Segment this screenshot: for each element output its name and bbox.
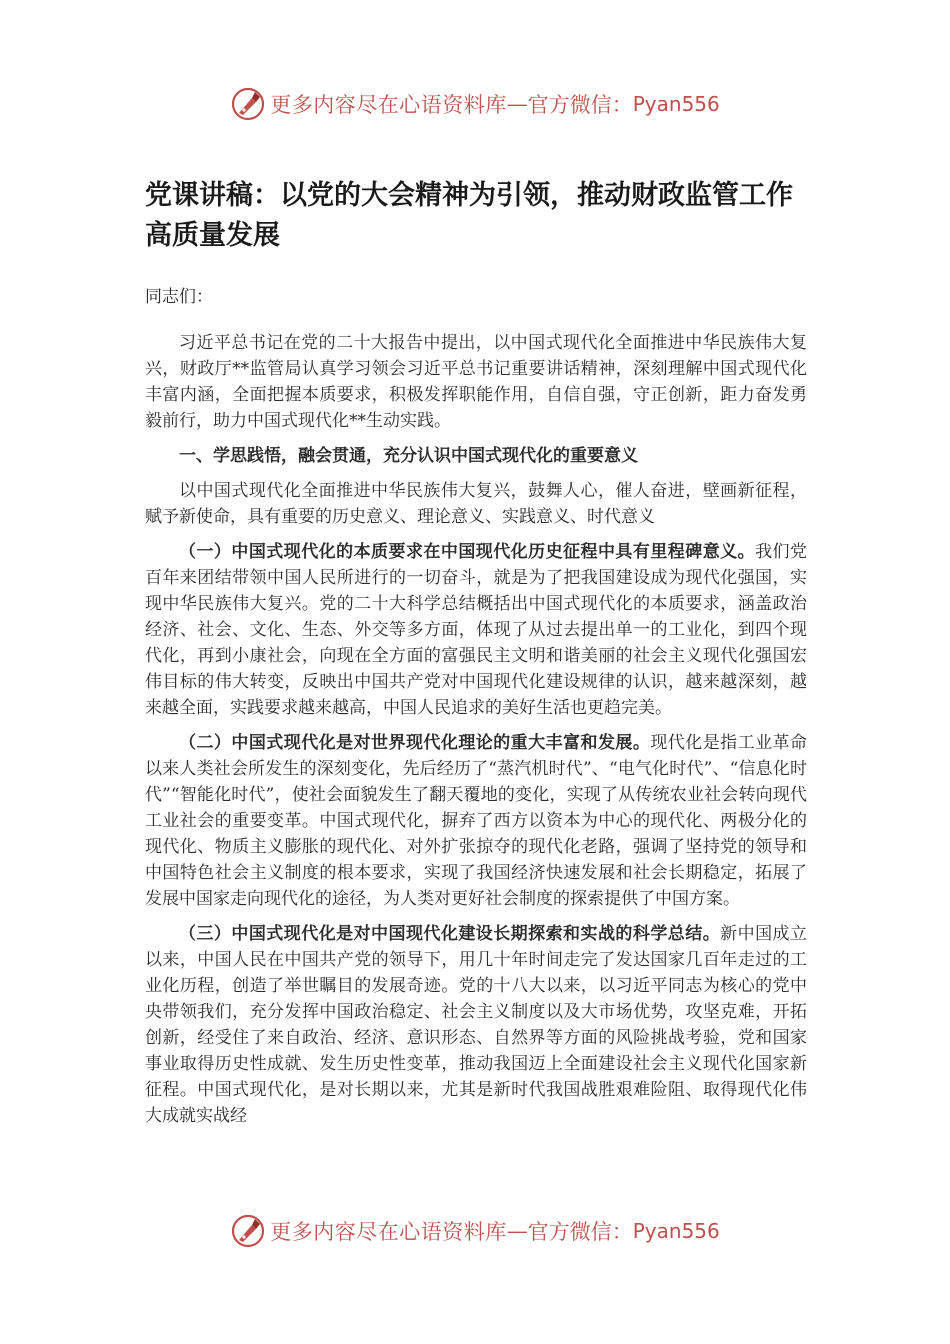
pen-nib-logo-icon bbox=[230, 86, 266, 122]
banner-dash: — bbox=[506, 92, 528, 116]
banner-dash: — bbox=[506, 1219, 528, 1243]
document-body bbox=[145, 176, 807, 1138]
point2-paragraph bbox=[145, 730, 807, 912]
point1-lead: （一）中国式现代化的本质要求在中国现代化历史征程中具有里程碑意义。 bbox=[179, 542, 756, 562]
banner-text: 更多内容尽在心语资料库 bbox=[270, 93, 507, 117]
point3-body: 新中国成立以来，中国人民在中国共产党的领导下，用几十年时间走完了发达国家几百年走过的工业化历程，创造了举世瞩目的发展奇迹。党的十八大以来，以习近平同志为核心的党中央带领我们，充分发挥中国政治稳定、社会主义制度以及大市场优势，攻坚克难，开拓创新，经受住了来自政治、经济、意识形态、自然界等方面的风险挑战考验，党和国家事业取得历史性成就、发生历史性变革，推动我国迈上全面建设社会主义现代化国家新征程。中国式现代化，是对长期以来，尤其是新时代我国战胜艰难险阻、取得现代化伟大成就实战经 bbox=[145, 924, 808, 1126]
pen-nib-logo-icon bbox=[230, 1213, 266, 1249]
point1-body: 我们党百年来团结带领中国人民所进行的一切奋斗，就是为了把我国建设成为现代化强国，实现中华民族伟大复兴。党的二十大科学总结概括出中国式现代化的本质要求，涵盖政治经济、社会、文化、生态、外交等多方面，体现了从过去提出单一的工业化，到四个现代化，再到小康社会，向现在全方面的富强民主文明和谐美丽的社会主义现代化强国宏伟目标的伟大转变，反映出中国共产党对中国现代化建设规律的认识，越来越深刻，越来越全面，实践要求越来越高，中国人民追求的美好生活也更趋完美。 bbox=[145, 542, 808, 718]
page-title: 党课讲稿：以党的大会精神为引领，推动财政监管工作高质量发展 bbox=[145, 180, 793, 251]
intro-paragraph: 习近平总书记在党的二十大报告中提出，以中国式现代化全面推进中华民族伟大复兴，财政厅**监管局认真学习领会习近平总书记重要讲话精神，深刻理解中国式现代化丰富内涵，全面把握本质要求，积极发挥职能作用，自信自强，守正创新，距力奋发勇毅前行，助力中国式现代化**生动实践。 bbox=[145, 333, 807, 431]
banner-wechat-label: 官方微信： bbox=[527, 1220, 633, 1244]
point2-lead: （二）中国式现代化是对世界现代化理论的重大丰富和发展。 bbox=[179, 733, 651, 753]
point2-body: 现代化是指工业革命以来人类社会所发生的深刻变化，先后经历了“蒸汽机时代”、“电气化时代”、“信息化时代”“智能化时代”，使社会面貌发生了翻天覆地的变化，实现了从传统农业社会转向现代工业社会的重要变革。中国式现代化，摒弃了西方以资本为中心的现代化、两极分化的现代化、物质主义膨胀的现代化、对外扩张掠夺的现代化老路，强调了坚持党的领导和中国特色社会主义制度的根本要求，实现了我国经济快速发展和社会长期稳定，拓展了发展中国家走向现代化的途径，为人类对更好社会制度的探索提供了中国方案。 bbox=[145, 733, 808, 909]
footer-banner bbox=[0, 1211, 950, 1251]
header-banner bbox=[0, 84, 950, 124]
banner-wechat-id: Pyan556 bbox=[632, 1219, 720, 1243]
point3-paragraph bbox=[145, 921, 807, 1129]
greeting: 同志们： bbox=[145, 287, 213, 307]
section1-intro-paragraph: 以中国式现代化全面推进中华民族伟大复兴，鼓舞人心，催人奋进，壁画新征程，赋予新使命，具有重要的历史意义、理论意义、实践意义、时代意义 bbox=[145, 481, 807, 527]
point1-paragraph bbox=[145, 539, 807, 721]
point3-lead: （三）中国式现代化是对中国现代化建设长期探索和实战的科学总结。 bbox=[179, 924, 721, 944]
banner-wechat-id: Pyan556 bbox=[632, 92, 720, 116]
banner-text: 更多内容尽在心语资料库 bbox=[270, 1220, 507, 1244]
section1-heading: 一、学思践悟，融会贯通，充分认识中国式现代化的重要意义 bbox=[179, 446, 638, 466]
banner-wechat-label: 官方微信： bbox=[527, 93, 633, 117]
